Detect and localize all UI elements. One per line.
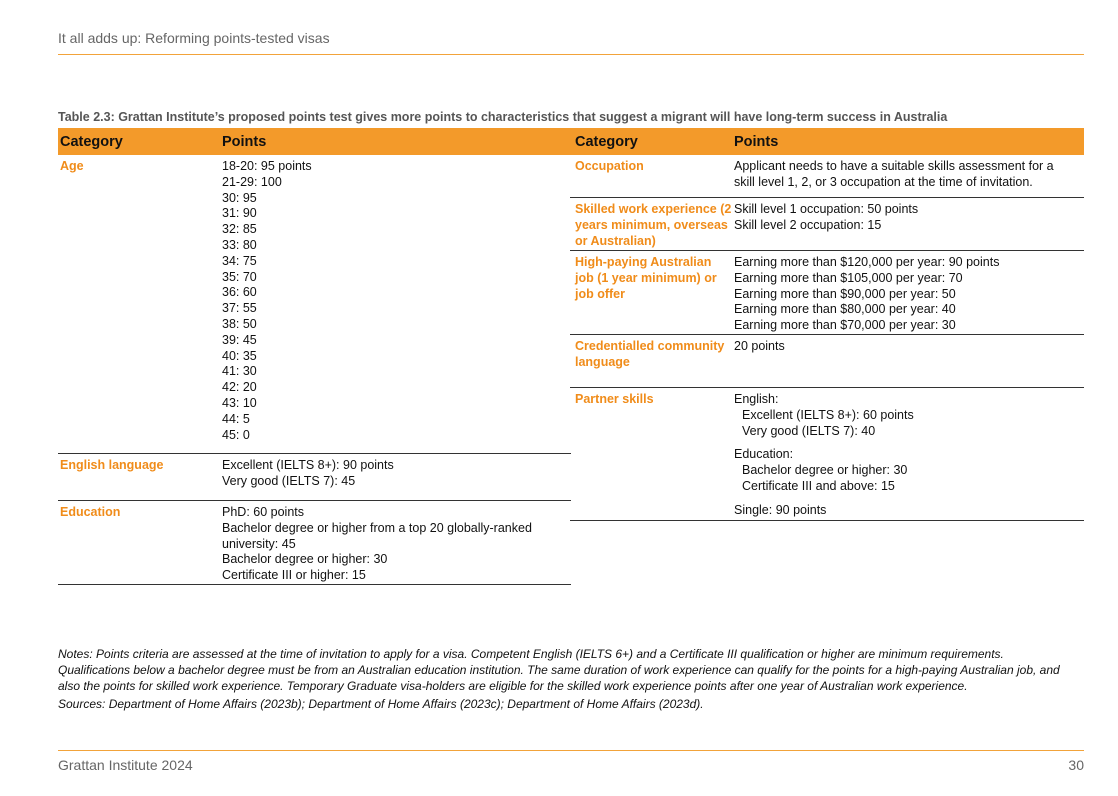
points-cell <box>220 505 571 584</box>
category-label: overseas or Australian) <box>575 217 728 248</box>
points-line: Certificate III or higher: 15 <box>222 568 366 583</box>
table-row-partner-skills <box>570 388 1084 521</box>
points-line: 21-29: 100 <box>222 174 282 189</box>
table-row-community-language <box>570 335 1084 388</box>
header-category: Category <box>60 133 123 150</box>
category-cell <box>570 255 732 334</box>
header-rule <box>58 54 1084 55</box>
category-cell <box>58 458 220 500</box>
page-number: 30 <box>1068 757 1084 773</box>
table-row-education <box>58 501 571 585</box>
points-line: Education: <box>734 447 794 462</box>
category-label: job (1 year minimum) or <box>575 270 717 285</box>
points-line: Earning more than $120,000 per year: 90 points <box>734 255 1000 269</box>
table-title: Table 2.3: Grattan Institute’s proposed points test gives more points to characteristics that suggest a migrant will have long-term success in Australia <box>58 110 948 124</box>
category-label: Partner skills <box>575 392 654 406</box>
points-line: Applicant needs to have a suitable skills assessment for a <box>734 159 1054 173</box>
table-header-row <box>58 128 571 155</box>
table-row-english-language <box>58 454 571 501</box>
category-label: High-paying Australian <box>575 255 712 269</box>
points-line: 43: 10 <box>222 395 257 410</box>
table-sources: Sources: Department of Home Affairs (2023b); Department of Home Affairs (2023c); Department of Home Affairs (2023d). <box>58 697 704 711</box>
points-line: university: 45 <box>222 536 296 551</box>
footer-publisher: Grattan Institute 2024 <box>58 757 193 773</box>
points-line: 45: 0 <box>222 427 250 442</box>
points-cell <box>732 392 1084 520</box>
table-right-column <box>570 128 1084 521</box>
table-left-column <box>58 128 571 585</box>
running-header: It all adds up: Reforming points-tested visas <box>58 30 330 46</box>
points-line: Excellent (IELTS 8+): 60 points <box>742 407 914 422</box>
points-line: PhD: 60 points <box>222 505 304 519</box>
points-line: 20 points <box>734 339 785 353</box>
category-cell <box>570 159 732 197</box>
category-label: community <box>657 339 725 353</box>
points-line: Certificate III and above: 15 <box>742 478 895 493</box>
table-row-occupation <box>570 155 1084 198</box>
points-line: 36: 60 <box>222 285 257 300</box>
table-row-age <box>58 155 571 454</box>
points-line: 18-20: 95 points <box>222 159 312 173</box>
category-label: Education <box>60 505 121 519</box>
category-label: Skilled work experience <box>575 202 717 216</box>
points-line: Earning more than $90,000 per year: 50 <box>734 286 956 301</box>
points-cell <box>220 458 571 500</box>
points-line: Earning more than $105,000 per year: 70 <box>734 270 963 285</box>
header-category: Category <box>575 133 638 150</box>
points-line: Bachelor degree or higher: 30 <box>222 552 388 567</box>
category-label: Age <box>60 159 84 173</box>
points-line: 31: 90 <box>222 206 257 221</box>
points-line: 40: 35 <box>222 348 257 363</box>
points-line: Skill level 2 occupation: 15 <box>734 217 882 232</box>
points-line: 33: 80 <box>222 237 257 252</box>
points-line: 37: 55 <box>222 301 257 316</box>
points-line: Earning more than $70,000 per year: 30 <box>734 318 956 333</box>
category-label: Occupation <box>575 159 644 173</box>
points-line: Very good (IELTS 7): 45 <box>222 473 356 488</box>
points-line: 34: 75 <box>222 253 257 268</box>
points-line: 42: 20 <box>222 380 257 395</box>
points-line: 41: 30 <box>222 364 257 379</box>
table-header-row <box>570 128 1084 155</box>
points-line: Excellent (IELTS 8+): 90 points <box>222 458 394 472</box>
points-cell <box>732 339 1084 387</box>
points-line: 32: 85 <box>222 222 257 237</box>
category-cell <box>58 159 220 453</box>
category-cell <box>570 202 732 250</box>
points-line: Bachelor degree or higher from a top 20 globally-ranked <box>222 520 532 535</box>
points-line: skill level 1, 2, or 3 occupation at the time of invitation. <box>734 174 1033 189</box>
points-line: 44: 5 <box>222 411 250 426</box>
points-cell <box>732 159 1084 197</box>
points-cell <box>732 255 1084 334</box>
points-line: 38: 50 <box>222 316 257 331</box>
points-line: Skill level 1 occupation: 50 points <box>734 202 919 216</box>
points-line: 35: 70 <box>222 269 257 284</box>
category-cell <box>570 339 732 387</box>
header-points: Points <box>222 133 267 150</box>
points-line: Earning more than $80,000 per year: 40 <box>734 302 956 317</box>
points-line: 30: 95 <box>222 190 257 205</box>
table-row-high-paying-job <box>570 251 1084 335</box>
points-line: Bachelor degree or higher: 30 <box>742 463 908 478</box>
points-line: Single: 90 points <box>734 502 827 517</box>
header-points: Points <box>734 133 779 150</box>
points-line: 39: 45 <box>222 332 257 347</box>
table-notes: Notes: Points criteria are assessed at the time of invitation to apply for a visa. Competent English (IELTS 6+) and a Certificate III qualification or higher are minimum requirements. Qualifications below a bachelor degree must be from an Australian education institution. The same duration of work experience can qualify for the points for a high-paying Australian job, and also the points for skilled work experience. Temporary Graduate visa-holders are eligible for the skilled work experience points after one year of Australian work experience. <box>58 647 1060 693</box>
category-label: language <box>575 354 630 369</box>
footer-rule <box>58 750 1084 751</box>
points-cell <box>220 159 571 453</box>
category-label: English language <box>60 458 164 472</box>
points-cell <box>732 202 1084 250</box>
category-label: job offer <box>575 286 625 301</box>
points-line: English: <box>734 392 779 406</box>
table-row-skilled-work-experience <box>570 198 1084 251</box>
category-label: Credentialled <box>575 339 655 353</box>
points-line: Very good (IELTS 7): 40 <box>742 423 876 438</box>
category-cell <box>570 392 732 520</box>
category-cell <box>58 505 220 584</box>
category-label: (2 years minimum, <box>575 202 732 232</box>
